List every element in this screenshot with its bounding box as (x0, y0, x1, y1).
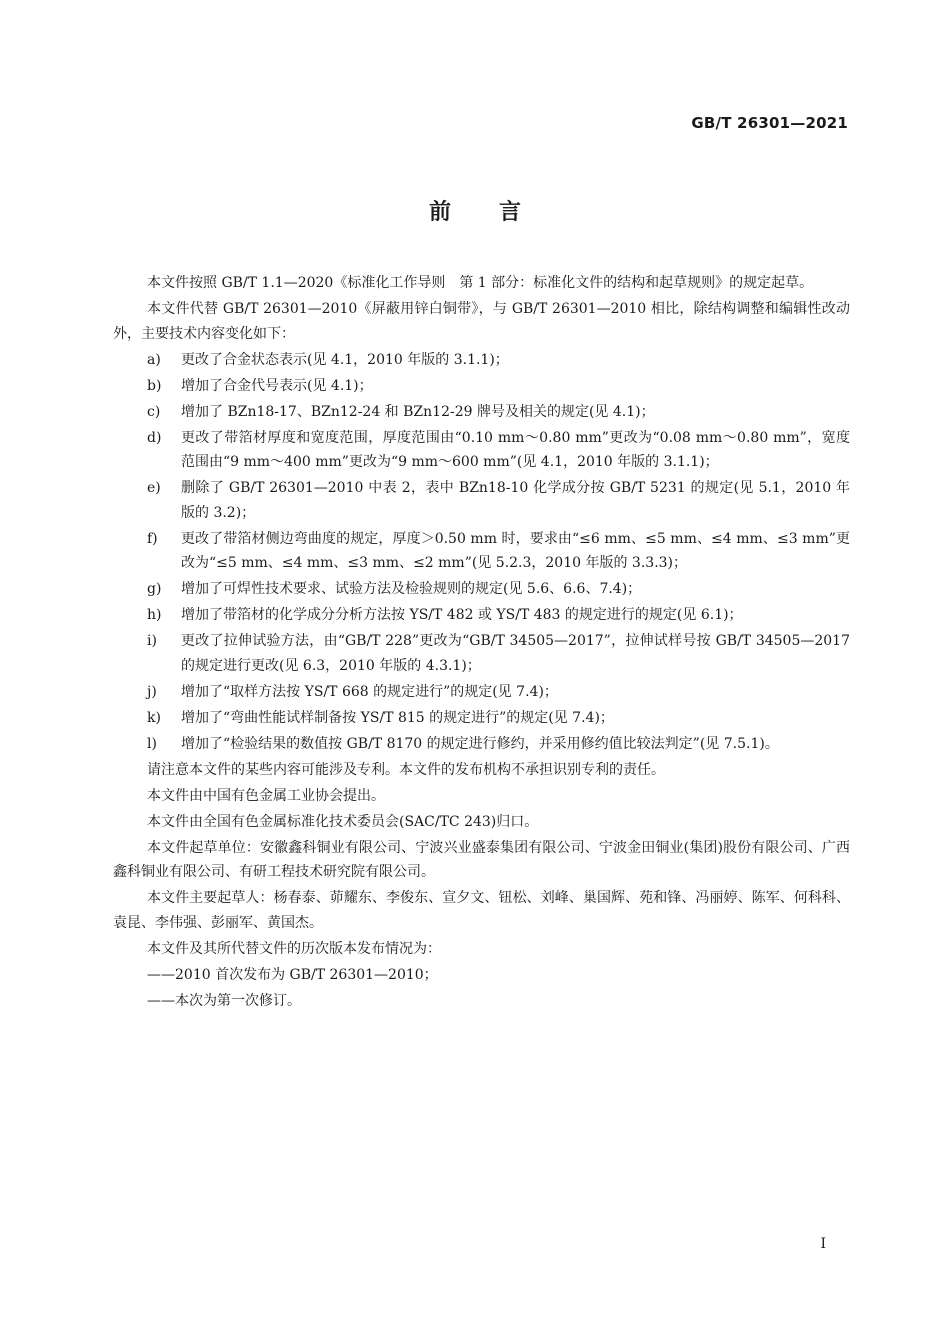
change-text: 增加了“检验结果的数值按 GB/T 8170 的规定进行修约，并采用修约值比较法判定”(见 7.5.1)。 (181, 735, 779, 752)
change-text: 增加了合金代号表示(见 4.1)； (181, 377, 373, 394)
change-item (113, 374, 850, 399)
change-item (113, 476, 850, 525)
change-item (113, 400, 850, 425)
paragraph-drafting-units: 本文件起草单位：安徽鑫科铜业有限公司、宁波兴业盛泰集团有限公司、宁波金田铜业(集团)股份有限公司、广西鑫科铜业有限公司、有研工程技术研究院有限公司。 (113, 839, 850, 880)
change-marker: e) (147, 480, 161, 496)
change-item (113, 577, 850, 602)
change-item (113, 680, 850, 705)
change-marker: d) (147, 429, 162, 446)
history-item: ——2010 首次发布为 GB/T 26301—2010； (147, 966, 438, 983)
history-item: ——本次为第一次修订。 (147, 992, 301, 1009)
change-marker: l) (147, 735, 157, 752)
change-marker: j) (147, 683, 157, 700)
change-marker: g) (147, 581, 162, 597)
change-text: 删除了 GB/T 26301—2010 中表 2，表中 BZn18-10 化学成分按 GB/T 5231 的规定(见 5.1，2010 年版的 3.2)； (181, 480, 850, 521)
change-text: 增加了 BZn18-17、BZn12-24 和 BZn12-29 牌号及相关的规定(见 4.1)； (181, 403, 655, 420)
change-marker: i) (147, 633, 157, 649)
standard-code: GB/T 26301—2021 (691, 114, 848, 132)
paragraph-drafters: 本文件主要起草人：杨春泰、茆耀东、李俊东、宣夕文、钮松、刘峰、巢国辉、苑和锋、冯丽婷、陈军、何科科、袁昆、李伟强、彭丽军、黄国杰。 (113, 890, 850, 931)
paragraph-history-intro: 本文件及其所代替文件的历次版本发布情况为： (147, 940, 441, 957)
change-text: 更改了带箔材侧边弯曲度的规定，厚度＞0.50 mm 时，要求由“≤6 mm、≤5 mm、≤4 mm、≤3 mm”更改为“≤5 mm、≤4 mm、≤3 mm、≤2 mm”(见 5.2.3，2010 年版的 3.3.3)； (181, 530, 850, 571)
change-item (113, 426, 850, 475)
change-text: 更改了合金状态表示(见 4.1，2010 年版的 3.1.1)； (181, 351, 509, 368)
change-marker: k) (147, 709, 161, 726)
change-marker: c) (147, 403, 161, 420)
change-marker: a) (147, 351, 161, 368)
page-number: I (820, 1236, 826, 1252)
paragraph-replacement: 本文件代替 GB/T 26301—2010《屏蔽用锌白铜带》，与 GB/T 26301—2010 相比，除结构调整和编辑性改动外，主要技术内容变化如下： (113, 301, 850, 342)
change-text: 更改了拉伸试验方法，由“GB/T 228”更改为“GB/T 34505—2017”，拉伸试样号按 GB/T 34505—2017 的规定进行更改(见 6.3，2010 年版的 4.3.1)； (181, 633, 850, 674)
change-item (113, 732, 850, 757)
change-marker: f) (147, 530, 158, 547)
change-marker: b) (147, 377, 162, 394)
change-text: 增加了带箔材的化学成分分析方法按 YS/T 482 或 YS/T 483 的规定进行的规定(见 6.1)； (181, 607, 743, 623)
change-item (113, 706, 850, 731)
paragraph-patent-notice: 请注意本文件的某些内容可能涉及专利。本文件的发布机构不承担识别专利的责任。 (147, 761, 665, 778)
change-item (113, 527, 850, 576)
paragraph-proposer: 本文件由中国有色金属工业协会提出。 (147, 787, 385, 804)
change-text: 更改了带箔材厚度和宽度范围，厚度范围由“0.10 mm～0.80 mm”更改为“0.08 mm～0.80 mm”，宽度范围由“9 mm～400 mm”更改为“9 mm～600 mm”(见 4.1，2010 年版的 3.1.1)； (181, 429, 850, 470)
change-marker: h) (147, 607, 162, 623)
change-item (113, 629, 850, 678)
page-title: 前言 (428, 200, 569, 225)
paragraph-committee: 本文件由全国有色金属标准化技术委员会(SAC/TC 243)归口。 (147, 813, 539, 830)
change-text: 增加了可焊性技术要求、试验方法及检验规则的规定(见 5.6、6.6、7.4)； (181, 581, 642, 597)
change-text: 增加了“弯曲性能试样制备按 YS/T 815 的规定进行”的规定(见 7.4)； (181, 709, 614, 726)
paragraph-drafting-rules: 本文件按照 GB/T 1.1—2020《标准化工作导则 第 1 部分：标准化文件的结构和起草规则》的规定起草。 (147, 275, 814, 291)
change-item (113, 348, 850, 373)
change-item (113, 603, 850, 628)
change-text: 增加了“取样方法按 YS/T 668 的规定进行”的规定(见 7.4)； (181, 683, 558, 700)
foreword-body (113, 271, 850, 1015)
